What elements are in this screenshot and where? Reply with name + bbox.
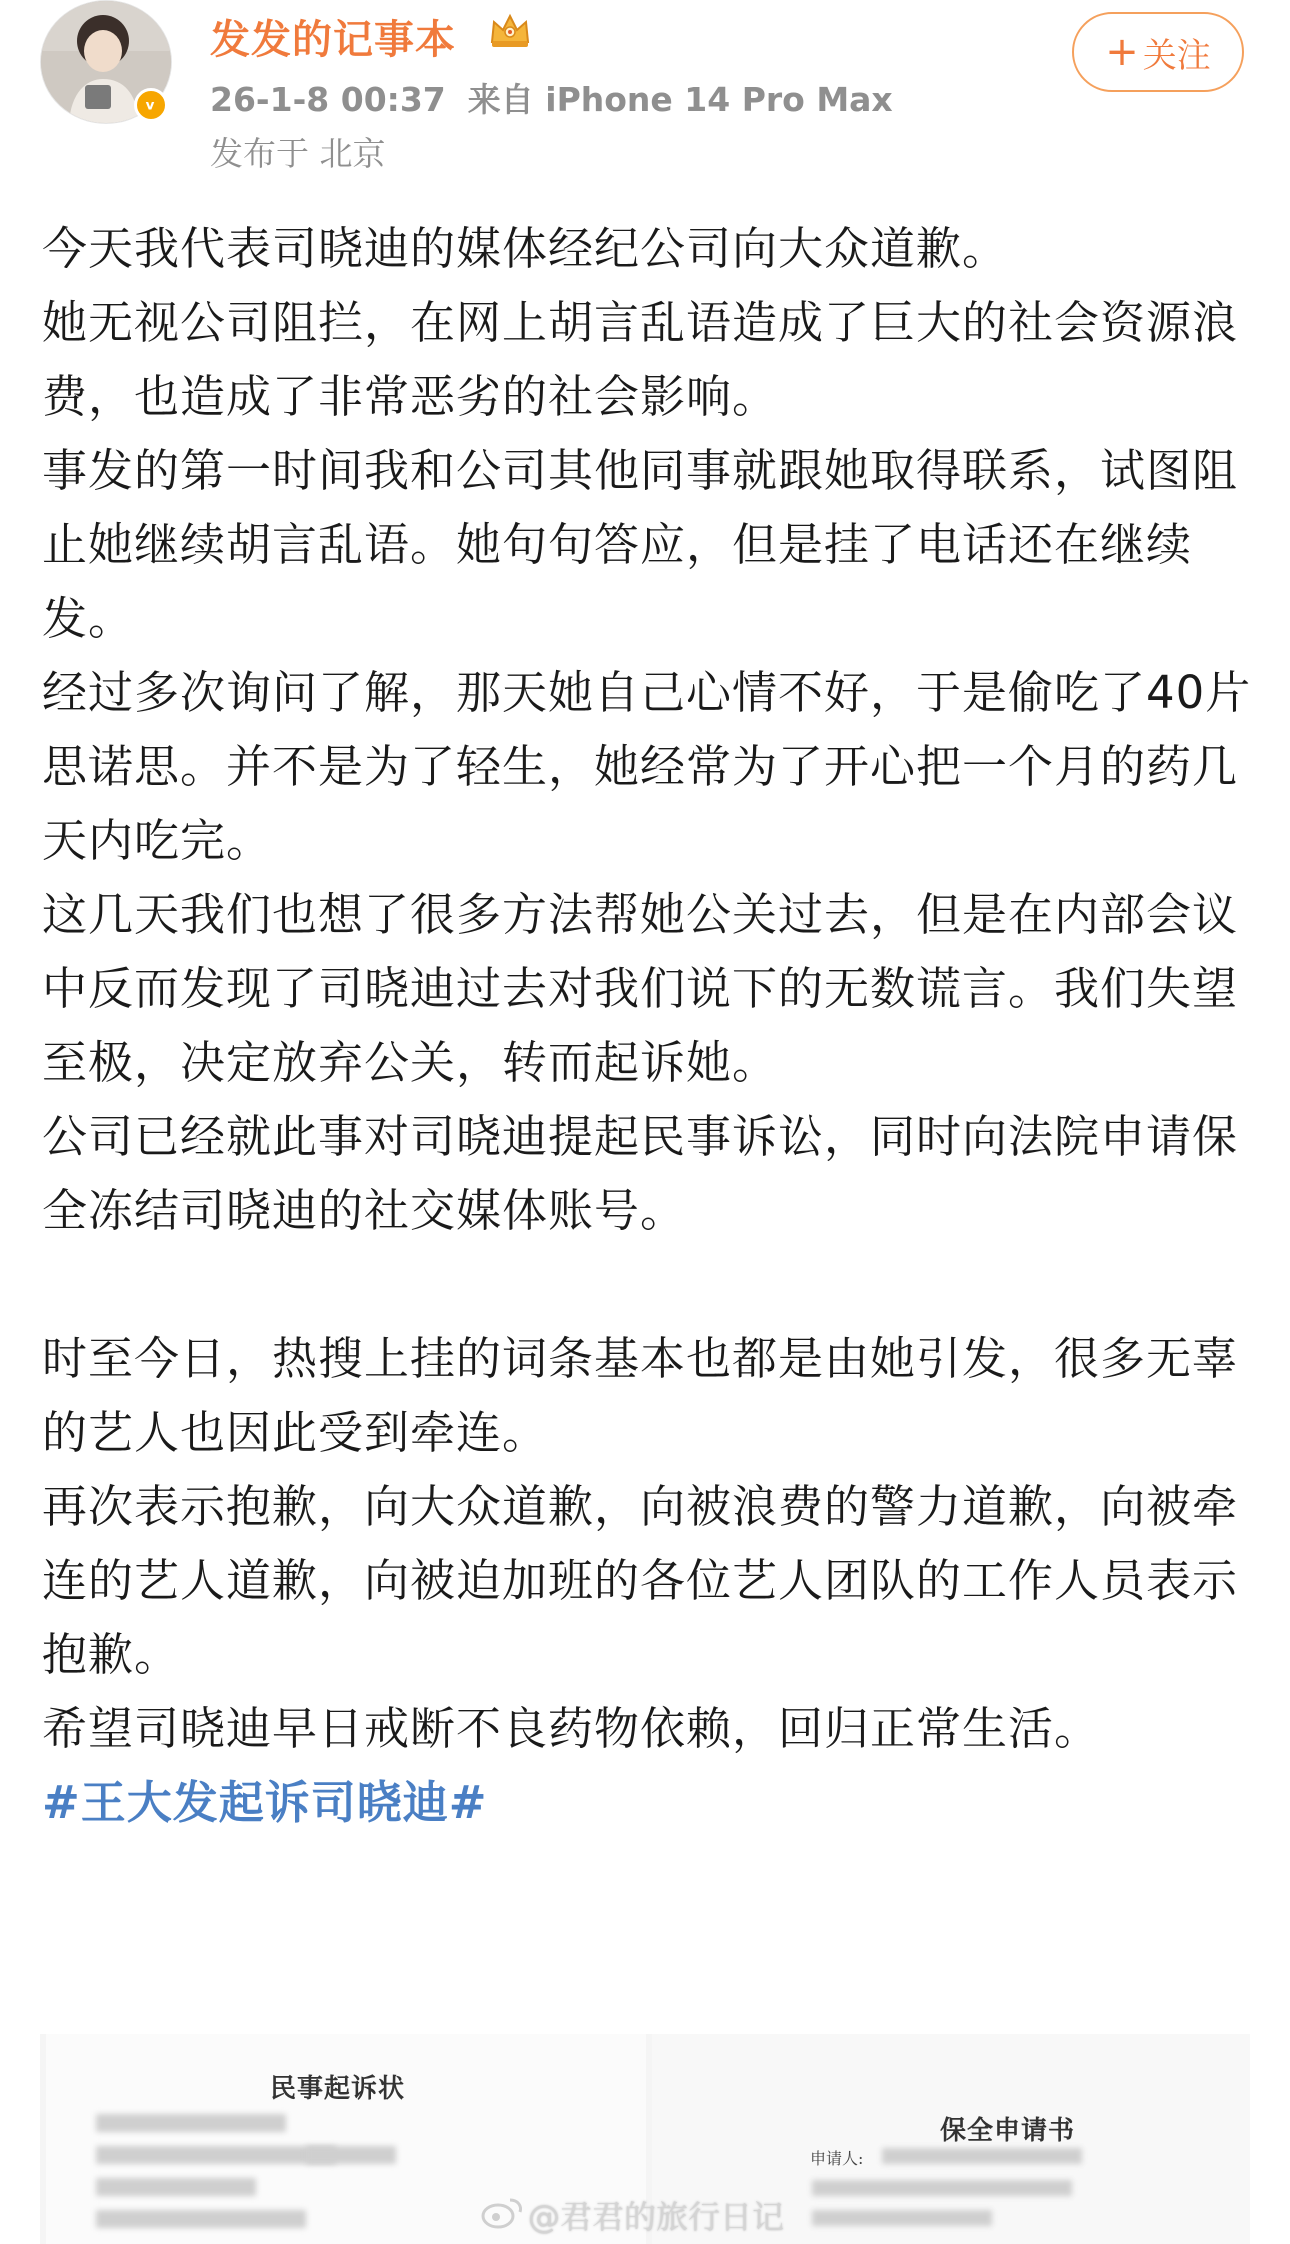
post-header: [0, 0, 1290, 190]
paragraph-spacer: [42, 1248, 1252, 1322]
paragraph: 经过多次询问了解，那天她自己心情不好，于是偷吃了40片思诺思。并不是为了轻生，她经常为了开心把一个月的药几天内吃完。: [42, 666, 1252, 867]
redacted-line: [96, 2146, 336, 2164]
applicant-label: 申请人:: [810, 2149, 864, 2168]
crown-icon: [488, 10, 532, 50]
redacted-line: [812, 2180, 1072, 2196]
verified-badge-icon: [134, 88, 168, 122]
redacted-line: [306, 2146, 396, 2164]
post-body: [42, 212, 1252, 1840]
paragraph: 这几天我们也想了很多方法帮她公关过去，但是在内部会议中反而发现了司晓迪过去对我们说下的无数谎言。我们失望至极，决定放弃公关，转而起诉她。: [42, 888, 1239, 1089]
redacted-line: [96, 2210, 306, 2228]
redacted-line: [96, 2178, 256, 2196]
post-meta: [210, 74, 893, 121]
post-location: 发布于 北京: [210, 134, 386, 173]
paragraph: 她无视公司阻拦，在网上胡言乱语造成了巨大的社会资源浪费，也造成了非常恶劣的社会影响。: [42, 296, 1239, 423]
paragraph: 事发的第一时间我和公司其他同事就跟她取得联系，试图阻止她继续胡言乱语。她句句答应，但是挂了电话还在继续发。: [42, 444, 1239, 645]
redacted-line: [96, 2114, 286, 2132]
post-time: 26-1-8 00:37: [210, 80, 446, 119]
weibo-logo-icon: [480, 2194, 524, 2230]
follow-button[interactable]: [1072, 12, 1244, 92]
follow-label: 关注: [1142, 35, 1211, 76]
author-name[interactable]: 发发的记事本: [210, 17, 456, 63]
watermark-text: @君君的旅行日记: [528, 2198, 785, 2236]
redacted-line: [882, 2148, 1082, 2164]
post-source: 来自 iPhone 14 Pro Max: [467, 80, 893, 119]
paragraph: 时至今日，热搜上挂的词条基本也都是由她引发，很多无辜的艺人也因此受到牵连。: [42, 1332, 1239, 1459]
plus-icon: +: [1105, 29, 1139, 75]
hashtag-link[interactable]: #王大发起诉司晓迪#: [42, 1776, 488, 1829]
preservation-title: 保全申请书: [940, 2116, 1076, 2146]
complaint-title: 民事起诉状: [270, 2074, 406, 2104]
paragraph: 公司已经就此事对司晓迪提起民事诉讼，同时向法院申请保全冻结司晓迪的社交媒体账号。: [42, 1110, 1239, 1237]
svg-text:v: v: [145, 97, 155, 114]
paragraph: 希望司晓迪早日戒断不良药物依赖，回归正常生活。: [42, 1702, 1101, 1755]
paragraph: 再次表示抱歉，向大众道歉，向被浪费的警力道歉，向被牵连的艺人道歉，向被迫加班的各位艺人团队的工作人员表示抱歉。: [42, 1480, 1239, 1681]
watermark: [528, 2192, 784, 2238]
redacted-line: [812, 2210, 992, 2226]
paragraph: 今天我代表司晓迪的媒体经纪公司向大众道歉。: [42, 222, 1009, 275]
